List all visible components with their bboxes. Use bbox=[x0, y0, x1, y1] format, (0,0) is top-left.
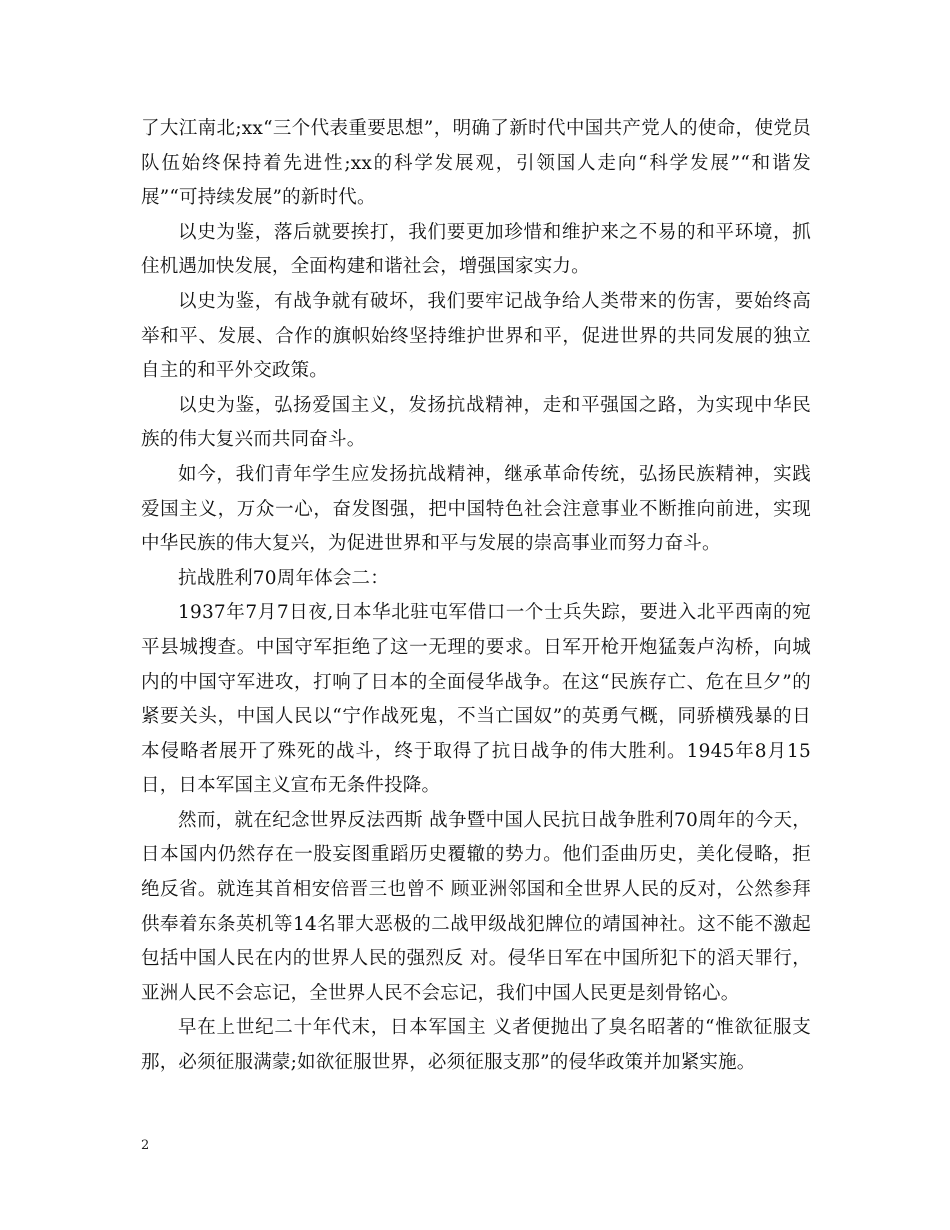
section-heading: 抗战胜利70周年体会二： bbox=[178, 567, 389, 589]
paragraph-8: 早在上世纪二十年代末，日本军国主 义者便抛出了臭名昭著的“惟欲征服支那，必须征服满蒙;如欲征服世界，必须征服支那”的侵华政策并加紧实施。 bbox=[141, 1017, 811, 1074]
page-number: 2 bbox=[141, 1138, 150, 1153]
paragraph-4: 以史为鉴，弘扬爱国主义，发扬抗战精神，走和平强国之路，为实现中华民族的伟大复兴而共同奋斗。 bbox=[141, 394, 811, 451]
paragraph-6: 1937年7月7日夜,日本华北驻屯军借口一个士兵失踪，要进入北平西南的宛平县城搜查。中国守军拒绝了这一无理的要求。日军开枪开炮猛轰卢沟桥，向城内的中国守军进攻，打响了日本的全面侵华战争。在这“民族存亡、危在旦夕”的紧要关头，中国人民以“宁作战死鬼，不当亡国奴”的英勇气概，同骄横残暴的日本侵略者展开了殊死的战斗，终于取得了抗日战争的伟大胜利。1945年8月15日，日本军国主义宣布无条件投降。 bbox=[141, 602, 811, 797]
paragraph-2: 以史为鉴，落后就要挨打，我们要更加珍惜和维护来之不易的和平环境，抓住机遇加快发展，全面构建和谐社会，增强国家实力。 bbox=[141, 221, 811, 278]
paragraph-5: 如今，我们青年学生应发扬抗战精神，继承革命传统，弘扬民族精神，实践爱国主义，万众一心，奋发图强，把中国特色社会注意事业不断推向前进，实现中华民族的伟大复兴，为促进世界和平与发展的崇高事业而努力奋斗。 bbox=[141, 463, 811, 555]
document-body bbox=[141, 112, 811, 1081]
paragraph-1: 了大江南北;xx“三个代表重要思想”，明确了新时代中国共产党人的使命，使党员队伍始终保持着先进性;xx的科学发展观，引领国人走向“科学发展”“和谐发展”“可持续发展”的新时代。 bbox=[141, 118, 811, 209]
paragraph-7: 然而，就在纪念世界反法西斯 战争暨中国人民抗日战争胜利70周年的今天，日本国内仍然存在一股妄图重蹈历史覆辙的势力。他们歪曲历史，美化侵略，拒绝反省。就连其首相安倍晋三也曾不 顾亚洲邻国和全世界人民的反对，公然参拜供奉着东条英机等14名罪大恶极的二战甲级战犯牌位的靖国神社。这不能不激起包括中国人民在内的世界人民的强烈反 对。侵华日军在中国所犯下的滔天罪行，亚洲人民不会忘记，全世界人民不会忘记，我们中国人民更是刻骨铭心。 bbox=[141, 809, 811, 1004]
paragraph-3: 以史为鉴，有战争就有破坏，我们要牢记战争给人类带来的伤害，要始终高举和平、发展、合作的旗帜始终坚持维护世界和平，促进世界的共同发展的独立自主的和平外交政策。 bbox=[141, 290, 811, 382]
